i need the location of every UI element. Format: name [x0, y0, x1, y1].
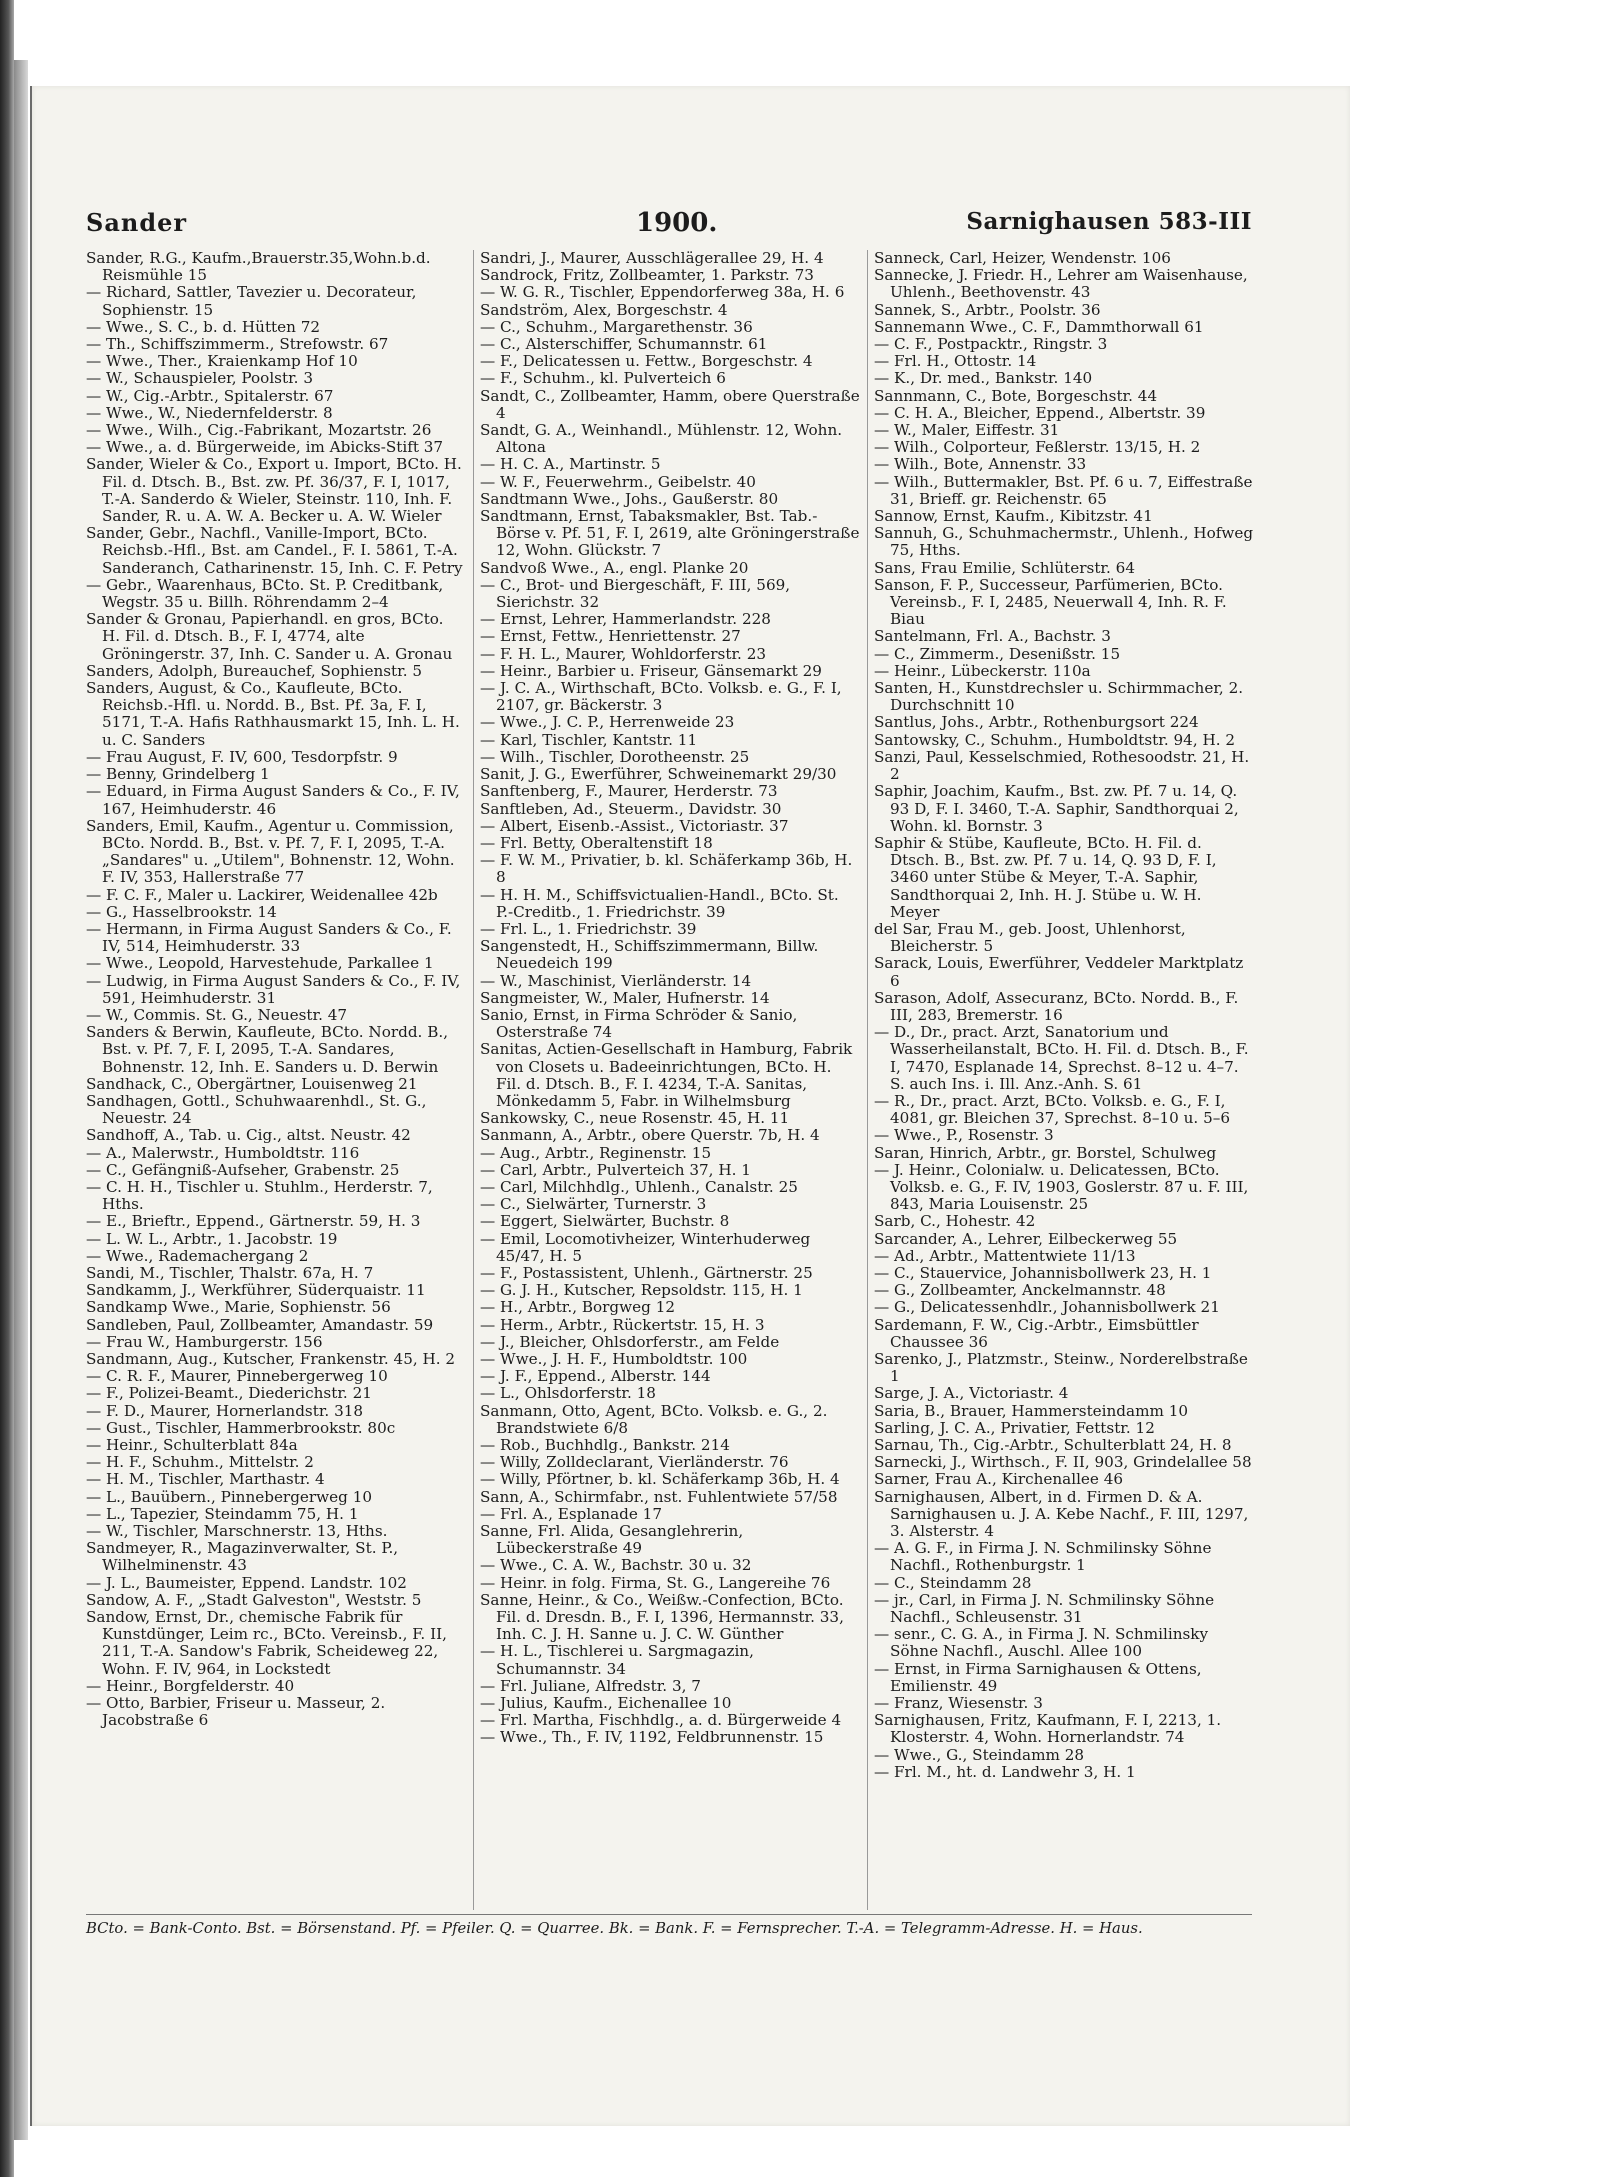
- directory-entry: Sandt, G. A., Weinhandl., Mühlenstr. 12, Wohn. Altona: [480, 421, 843, 457]
- directory-entry: Santowsky, C., Schuhm., Humboldtstr. 94, H. 2: [874, 730, 1236, 749]
- directory-entry: Sannuh, G., Schuhmachermstr., Uhlenh., Hofweg 75, Hths.: [874, 524, 1254, 560]
- directory-entry: — H. C. A., Martinstr. 5: [480, 455, 661, 474]
- directory-entry: — Gust., Tischler, Hammerbrookstr. 80c: [86, 1418, 396, 1437]
- directory-entry: — Wwe., Rademachergang 2: [86, 1246, 309, 1265]
- directory-entry: — Heinr., Lübeckerstr. 110a: [874, 661, 1091, 680]
- directory-entry: — C. R. F., Maurer, Pinnebergerweg 10: [86, 1367, 388, 1386]
- directory-entry: Sander & Gronau, Papierhandl. en gros, BCto. H. Fil. d. Dtsch. B., F. I, 4774, alte Gröningerstr. 37, Inh. C. Sander u. A. Gronau: [86, 610, 453, 663]
- directory-entry: Sanne, Frl. Alida, Gesanglehrerin, Lübeckerstraße 49: [480, 1522, 744, 1558]
- directory-entry: Sandow, Ernst, Dr., chemische Fabrik für Kunstdünger, Leim rc., BCto. Vereinsb., F. II, 211, T.-A. Sandow's Fabrik, Scheideweg 22, Wohn. F. IV, 964, in Lockstedt: [86, 1608, 447, 1678]
- directory-entry: — Wwe., W., Niedernfelderstr. 8: [86, 403, 333, 422]
- directory-entry: — Rob., Buchhdlg., Bankstr. 214: [480, 1436, 730, 1455]
- directory-entry: — Wwe., S. C., b. d. Hütten 72: [86, 317, 321, 336]
- directory-entry: — J. C. A., Wirthschaft, BCto. Volksb. e. G., F. I, 2107, gr. Bäckerstr. 3: [480, 679, 842, 715]
- directory-entry: — F., Polizei-Beamt., Diederichstr. 21: [86, 1384, 372, 1403]
- directory-entry: — Wwe., G., Steindamm 28: [874, 1745, 1085, 1764]
- directory-entry: Sandvoß Wwe., A., engl. Planke 20: [480, 558, 749, 577]
- directory-entry: Sandhack, C., Obergärtner, Louisenweg 21: [86, 1074, 418, 1093]
- directory-entry: Sardemann, F. W., Cig.-Arbtr., Eimsbüttler Chaussee 36: [874, 1315, 1199, 1351]
- column-divider: [867, 250, 868, 1910]
- directory-entry: — senr., C. G. A., in Firma J. N. Schmilinsky Söhne Nachfl., Auschl. Allee 100: [874, 1625, 1209, 1661]
- directory-entry: — Hermann, in Firma August Sanders & Co., F. IV, 514, Heimhuderstr. 33: [86, 919, 452, 956]
- directory-entry: — Wilh., Buttermakler, Bst. Pf. 6 u. 7, Eiffestraße 31, Brieff. gr. Reichenstr. 65: [874, 472, 1253, 508]
- directory-entry: — Willy, Pförtner, b. kl. Schäferkamp 36b, H. 4: [480, 1470, 840, 1489]
- directory-entry: — jr., Carl, in Firma J. N. Schmilinsky Söhne Nachfl., Schleusenstr. 31: [874, 1590, 1215, 1627]
- directory-entry: — H. H. M., Schiffsvictualien-Handl., BCto. St. P.-Creditb., 1. Friedrichstr. 39: [480, 885, 839, 921]
- directory-entry: Sarnighausen, Albert, in d. Firmen D. & A. Sarnighausen u. J. A. Kebe Nachf., F. III, 1297, 3. Alsterstr. 4: [874, 1487, 1249, 1541]
- directory-entry: Sanmann, Otto, Agent, BCto. Volksb. e. G., 2. Brandstwiete 6/8: [480, 1401, 828, 1437]
- directory-entry: — W., Maler, Eiffestr. 31: [874, 421, 1060, 440]
- directory-entry: Sandkamp Wwe., Marie, Sophienstr. 56: [86, 1298, 391, 1317]
- directory-entry: — J. L., Baumeister, Eppend. Landstr. 102: [86, 1573, 407, 1592]
- directory-entry: — Th., Schiffszimmerm., Strefowstr. 67: [86, 335, 389, 354]
- directory-entry: Sans, Frau Emilie, Schlüterstr. 64: [874, 558, 1136, 577]
- directory-entry: — Wilh., Colporteur, Feßlerstr. 13/15, H. 2: [874, 438, 1201, 457]
- directory-entry: Sander, R.G., Kaufm.,Brauerstr.35,Wohn.b.d. Reismühle 15: [86, 250, 431, 285]
- directory-entry: Sandhoff, A., Tab. u. Cig., altst. Neustr. 42: [86, 1126, 411, 1145]
- directory-entry: — Carl, Arbtr., Pulverteich 37, H. 1: [480, 1160, 751, 1179]
- directory-entry: — W. G. R., Tischler, Eppendorferweg 38a, H. 6: [480, 283, 845, 302]
- directory-entry: — C., Steindamm 28: [874, 1573, 1032, 1592]
- directory-entry: — Heinr. in folg. Firma, St. G., Langereihe 76: [480, 1573, 831, 1592]
- directory-entry: Sandrock, Fritz, Zollbeamter, 1. Parkstr. 73: [480, 266, 814, 285]
- directory-entry: Sarack, Louis, Ewerführer, Veddeler Marktplatz 6: [874, 954, 1244, 990]
- directory-entry: — H., Arbtr., Borgweg 12: [480, 1298, 676, 1317]
- directory-entry: Sanzi, Paul, Kesselschmied, Rothesoodstr. 21, H. 2: [874, 747, 1250, 784]
- directory-entry: Sandow, A. F., „Stadt Galveston", Weststr. 5: [86, 1590, 422, 1609]
- directory-entry: Sarcander, A., Lehrer, Eilbeckerweg 55: [874, 1229, 1178, 1248]
- directory-entry: — Frl. A., Esplanade 17: [480, 1504, 662, 1523]
- directory-entry: — Eduard, in Firma August Sanders & Co., F. IV, 167, Heimhuderstr. 46: [86, 782, 460, 818]
- directory-entry: — Wwe., Th., F. IV, 1192, Feldbrunnenstr. 15: [480, 1728, 824, 1747]
- directory-entry: — Wilh., Tischler, Dorotheenstr. 25: [480, 747, 750, 766]
- directory-entry: Sanson, F. P., Successeur, Parfümerien, BCto. Vereinsb., F. I, 2485, Neuerwall 4, Inh. R. F. Biau: [874, 575, 1227, 629]
- directory-entry: Sanio, Ernst, in Firma Schröder & Sanio, Osterstraße 74: [480, 1005, 798, 1042]
- directory-entry: — C., Alsterschiffer, Schumannstr. 61: [480, 335, 768, 354]
- directory-entry: — Heinr., Barbier u. Friseur, Gänsemarkt 29: [480, 661, 822, 680]
- directory-entry: — Richard, Sattler, Tavezier u. Decorateur, Sophienstr. 15: [86, 283, 417, 319]
- directory-entry: — C., Zimmerm., Desenißstr. 15: [874, 644, 1121, 663]
- directory-entry: Santelmann, Frl. A., Bachstr. 3: [874, 627, 1111, 646]
- directory-entry: Sannecke, J. Friedr. H., Lehrer am Waisenhause, Uhlenh., Beethovenstr. 43: [874, 266, 1248, 302]
- directory-entry: Sander, Wieler & Co., Export u. Import, BCto. H. Fil. d. Dtsch. B., Bst. zw. Pf. 36/37, F. I, 1017, T.-A. Sanderdo & Wieler, Steinstr. 110, Inh. F. Sander, R. u. A. W. A. Becker u. A. W. Wieler: [86, 455, 462, 526]
- directory-entry: Sannow, Ernst, Kaufm., Kibitzstr. 41: [874, 507, 1153, 526]
- directory-column-2: [480, 250, 860, 1910]
- directory-entry: — Frl. Martha, Fischhdlg., a. d. Bürgerweide 4: [480, 1711, 842, 1730]
- directory-entry: Sangenstedt, H., Schiffszimmermann, Billw. Neuedeich 199: [480, 937, 819, 973]
- directory-entry: — Otto, Barbier, Friseur u. Masseur, 2. Jacobstraße 6: [86, 1694, 386, 1730]
- directory-entry: — C., Stauervice, Johannisbollwerk 23, H. 1: [874, 1263, 1212, 1282]
- directory-entry: Sanmann, A., Arbtr., obere Querstr. 7b, H. 4: [480, 1126, 820, 1145]
- directory-entry: — Frau W., Hamburgerstr. 156: [86, 1332, 323, 1351]
- directory-entry: — Frl. Betty, Oberaltenstift 18: [480, 833, 713, 852]
- directory-entry: Sarnecki, J., Wirthsch., F. II, 903, Grindelallee 58: [874, 1453, 1252, 1472]
- directory-entry: — A., Malerwstr., Humboldtstr. 116: [86, 1143, 360, 1162]
- directory-entry: Sanit, J. G., Ewerführer, Schweinemarkt 29/30: [480, 765, 837, 784]
- directory-entry: Sarason, Adolf, Assecuranz, BCto. Nordd. B., F. III, 283, Bremerstr. 16: [874, 988, 1239, 1024]
- directory-entry: Saphir & Stübe, Kaufleute, BCto. H. Fil. d. Dtsch. B., Bst. zw. Pf. 7 u. 14, Q. 93 D, F. I, 3460 unter Stübe & Meyer, T.-A. Saphir, Sandthorquai 2, Inh. H. J. Stübe u. W. H. Meyer: [874, 833, 1217, 921]
- directory-entry: Sanitas, Actien-Gesellschaft in Hamburg, Fabrik von Closets u. Badeeinrichtungen, BCto. H. Fil. d. Dtsch. B., F. I. 4234, T.-A. Sanitas, Mönkedamm 5, Fabr. in Wilhelmsburg: [480, 1040, 853, 1110]
- directory-entry: Sandström, Alex, Borgeschstr. 4: [480, 300, 728, 319]
- directory-entry: — Frl. Juliane, Alfredstr. 3, 7: [480, 1676, 701, 1695]
- directory-entry: Sandleben, Paul, Zollbeamter, Amandastr. 59: [86, 1315, 434, 1334]
- directory-entry: Sankowsky, C., neue Rosenstr. 45, H. 11: [480, 1109, 790, 1128]
- directory-entry: — Ernst, Fettw., Henriettenstr. 27: [480, 627, 741, 646]
- footer-rule: [86, 1914, 1252, 1915]
- directory-entry: — Heinr., Schulterblatt 84a: [86, 1436, 298, 1455]
- directory-entry: — F. D., Maurer, Hornerlandstr. 318: [86, 1401, 364, 1420]
- directory-entry: — Frl. H., Ottostr. 14: [874, 352, 1037, 371]
- directory-entry: — Emil, Locomotivheizer, Winterhuderweg 45/47, H. 5: [480, 1229, 811, 1265]
- directory-entry: — L., Tapezier, Steindamm 75, H. 1: [86, 1504, 359, 1523]
- directory-entry: Sannemann Wwe., C. F., Dammthorwall 61: [874, 317, 1204, 336]
- directory-entry: — Wwe., Wilh., Cig.-Fabrikant, Mozartstr. 26: [86, 421, 432, 440]
- directory-entry: — F., Postassistent, Uhlenh., Gärtnerstr. 25: [480, 1263, 813, 1282]
- header-right: Sarnighausen 583-III: [966, 208, 1252, 235]
- directory-entry: — Carl, Milchhdlg., Uhlenh., Canalstr. 25: [480, 1177, 798, 1196]
- directory-entry: Sarb, C., Hohestr. 42: [874, 1212, 1036, 1231]
- directory-entry: — Heinr., Borgfelderstr. 40: [86, 1676, 295, 1695]
- abbreviation-footer: BCto. = Bank-Conto. Bst. = Börsenstand. Pf. = Pfeiler. Q. = Quarree. Bk. = Bank. F. = Fernsprecher. T.-A. = Telegramm-Adresse. H. = Haus.: [86, 1920, 1143, 1937]
- directory-entry: Sandri, J., Maurer, Ausschlägerallee 29, H. 4: [480, 250, 824, 267]
- directory-entry: — J. F., Eppend., Alberstr. 144: [480, 1367, 711, 1386]
- directory-entry: Sarnau, Th., Cig.-Arbtr., Schulterblatt 24, H. 8: [874, 1436, 1232, 1455]
- directory-entry: — Julius, Kaufm., Eichenallee 10: [480, 1694, 732, 1713]
- directory-entry: — L. W. L., Arbtr., 1. Jacobstr. 19: [86, 1229, 338, 1248]
- directory-entry: Sandt, C., Zollbeamter, Hamm, obere Querstraße 4: [480, 386, 860, 422]
- directory-entry: Sangmeister, W., Maler, Hufnerstr. 14: [480, 988, 770, 1007]
- directory-entry: Sannmann, C., Bote, Borgeschstr. 44: [874, 386, 1158, 405]
- directory-entry: Santlus, Johs., Arbtr., Rothenburgsort 224: [874, 713, 1199, 732]
- directory-entry: Sanders & Berwin, Kaufleute, BCto. Nordd. B., Bst. v. Pf. 7, F. I, 2095, T.-A. Sandares, Bohnenstr. 12, Inh. E. Sanders u. D. Berwin: [86, 1023, 449, 1076]
- directory-entry: — K., Dr. med., Bankstr. 140: [874, 369, 1093, 388]
- column-divider: [473, 250, 474, 1910]
- directory-entry: Saphir, Joachim, Kaufm., Bst. zw. Pf. 7 u. 14, Q. 93 D, F. I. 3460, T.-A. Saphir, Sandthorquai 2, Wohn. kl. Bornstr. 3: [874, 782, 1239, 835]
- directory-entry: Sann, A., Schirmfabr., nst. Fuhlentwiete 57/58: [480, 1487, 838, 1506]
- directory-entry: — Ernst, Lehrer, Hammerlandstr. 228: [480, 610, 771, 629]
- directory-entry: — Wwe., J. C. P., Herrenweide 23: [480, 713, 735, 732]
- directory-entry: — Karl, Tischler, Kantstr. 11: [480, 730, 698, 749]
- directory-entry: — Frl. M., ht. d. Landwehr 3, H. 1: [874, 1762, 1136, 1781]
- directory-entry: — Ad., Arbtr., Mattentwiete 11/13: [874, 1246, 1136, 1265]
- directory-entry: Sandtmann Wwe., Johs., Gaußerstr. 80: [480, 489, 779, 508]
- page-header: [86, 208, 1252, 244]
- directory-entry: Saria, B., Brauer, Hammersteindamm 10: [874, 1401, 1189, 1420]
- directory-entry: Santen, H., Kunstdrechsler u. Schirmmacher, 2. Durchschnitt 10: [874, 679, 1244, 715]
- directory-entry: — Ernst, in Firma Sarnighausen & Ottens, Emilienstr. 49: [874, 1659, 1202, 1695]
- directory-entry: — Wilh., Bote, Annenstr. 33: [874, 455, 1087, 474]
- directory-entry: — W., Tischler, Marschnerstr. 13, Hths.: [86, 1522, 388, 1541]
- directory-column-1: [86, 250, 466, 1910]
- directory-entry: — Frl. L., 1. Friedrichstr. 39: [480, 919, 697, 938]
- directory-entry: Sanftleben, Ad., Steuerm., Davidstr. 30: [480, 799, 782, 818]
- directory-entry: — F. H. L., Maurer, Wohldorferstr. 23: [480, 644, 767, 663]
- directory-entry: Sarner, Frau A., Kirchenallee 46: [874, 1470, 1124, 1489]
- directory-entry: Saran, Hinrich, Arbtr., gr. Borstel, Schulweg: [874, 1143, 1217, 1162]
- directory-entry: Sandtmann, Ernst, Tabaksmakler, Bst. Tab.-Börse v. Pf. 51, F. I, 2619, alte Gröningerstraße 12, Wohn. Glückstr. 7: [480, 507, 860, 560]
- directory-entry: — C. H. A., Bleicher, Eppend., Albertstr. 39: [874, 403, 1206, 422]
- directory-entry: Sanneck, Carl, Heizer, Wendenstr. 106: [874, 250, 1171, 267]
- directory-entry: Sanders, Adolph, Bureauchef, Sophienstr. 5: [86, 661, 423, 680]
- directory-entry: — Franz, Wiesenstr. 3: [874, 1694, 1043, 1713]
- directory-entry: — F. W. M., Privatier, b. kl. Schäferkamp 36b, H. 8: [480, 851, 853, 887]
- directory-entry: Sarge, J. A., Victoriastr. 4: [874, 1384, 1069, 1403]
- directory-entry: — Wwe., a. d. Bürgerweide, im Abicks-Stift 37: [86, 438, 444, 457]
- directory-entry: — W., Commis. St. G., Neuestr. 47: [86, 1005, 348, 1024]
- directory-entry: — W., Cig.-Arbtr., Spitalerstr. 67: [86, 386, 334, 405]
- directory-entry: — J., Bleicher, Ohlsdorferstr., am Felde: [480, 1332, 780, 1351]
- directory-entry: — C., Brot- und Biergeschäft, F. III, 569, Sierichstr. 32: [480, 575, 791, 612]
- directory-entry: — C. H. H., Tischler u. Stuhlm., Herderstr. 7, Hths.: [86, 1177, 433, 1214]
- directory-entry: — J. Heinr., Colonialw. u. Delicatessen, BCto. Volksb. e. G., F. IV, 1903, Goslerstr. 87 u. F. III, 843, Maria Louisenstr. 25: [874, 1160, 1249, 1214]
- directory-entry: — W., Maschinist, Vierländerstr. 14: [480, 971, 752, 990]
- directory-entry: — Wwe., Ther., Kraienkamp Hof 10: [86, 352, 358, 371]
- directory-entry: — Willy, Zolldeclarant, Vierländerstr. 76: [480, 1453, 789, 1472]
- directory-entry: Sandmeyer, R., Magazinverwalter, St. P., Wilhelminenstr. 43: [86, 1539, 399, 1575]
- directory-entry: — Benny, Grindelberg 1: [86, 765, 270, 784]
- directory-entry: — C., Sielwärter, Turnerstr. 3: [480, 1195, 707, 1214]
- directory-entry: Sarling, J. C. A., Privatier, Fettstr. 12: [874, 1418, 1155, 1437]
- directory-entry: — Ludwig, in Firma August Sanders & Co., F. IV, 591, Heimhuderstr. 31: [86, 971, 461, 1007]
- scan-edge: [0, 0, 14, 2177]
- directory-entry: — W. F., Feuerwehrm., Geibelstr. 40: [480, 472, 756, 491]
- directory-column-3: [874, 250, 1254, 1910]
- directory-entry: — Gebr., Waarenhaus, BCto. St. P. Creditbank, Wegstr. 35 u. Billh. Röhrendamm 2–4: [86, 575, 444, 612]
- directory-entry: Sarnighausen, Fritz, Kaufmann, F. I, 2213, 1. Klosterstr. 4, Wohn. Hornerlandstr. 74: [874, 1711, 1222, 1747]
- directory-entry: — G. J. H., Kutscher, Repsoldstr. 115, H. 1: [480, 1281, 803, 1300]
- directory-entry: Sandhagen, Gottl., Schuhwaarenhdl., St. G., Neuestr. 24: [86, 1091, 427, 1128]
- directory-entry: Sanders, August, & Co., Kaufleute, BCto. Reichsb.-Hfl. u. Nordd. B., Bst. Pf. 3a, F. I, 5171, T.-A. Hafis Rathhausmarkt 15, Inh. L. H. u. C. Sanders: [86, 679, 460, 749]
- directory-entry: Sanders, Emil, Kaufm., Agentur u. Commission, BCto. Nordd. B., Bst. v. Pf. 7, F. I, 2095, T.-A. „Sandares" u. „Utilem", Bohnenstr. 12, Wohn. F. IV, 353, Hallerstraße 77: [86, 816, 455, 887]
- directory-entry: del Sar, Frau M., geb. Joost, Uhlenhorst, Bleicherstr. 5: [874, 919, 1186, 956]
- directory-entry: — Herm., Arbtr., Rückertstr. 15, H. 3: [480, 1315, 765, 1334]
- directory-entry: — D., Dr., pract. Arzt, Sanatorium und Wasserheilanstalt, BCto. H. Fil. d. Dtsch. B., F. I, 7470, Esplanade 14, Sprechst. 8–12 u. 4–7. S. auch Ins. i. Ill. Anz.-Anh. S. 61: [874, 1023, 1249, 1093]
- directory-entry: — E., Brieftr., Eppend., Gärtnerstr. 59, H. 3: [86, 1212, 421, 1231]
- book-binding: [14, 60, 28, 2140]
- header-center: 1900.: [636, 208, 718, 238]
- directory-entry: — Wwe., J. H. F., Humboldtstr. 100: [480, 1350, 748, 1368]
- directory-entry: — F., Delicatessen u. Fettw., Borgeschstr. 4: [480, 352, 813, 371]
- directory-entry: Sanftenberg, F., Maurer, Herderstr. 73: [480, 782, 778, 801]
- directory-entry: — W., Schauspieler, Poolstr. 3: [86, 369, 313, 388]
- directory-entry: Sarenko, J., Platzmstr., Steinw., Norderelbstraße 1: [874, 1350, 1248, 1386]
- directory-entry: — Frau August, F. IV, 600, Tesdorpfstr. 9: [86, 747, 398, 766]
- directory-entry: — Wwe., Leopold, Harvestehude, Parkallee 1: [86, 954, 434, 973]
- directory-entry: — Wwe., C. A. W., Bachstr. 30 u. 32: [480, 1556, 752, 1575]
- directory-entry: Sandi, M., Tischler, Thalstr. 67a, H. 7: [86, 1263, 374, 1282]
- directory-entry: — L., Ohlsdorferstr. 18: [480, 1384, 656, 1403]
- directory-entry: — Wwe., P., Rosenstr. 3: [874, 1126, 1054, 1145]
- directory-entry: Sanne, Heinr., & Co., Weißw.-Confection, BCto. Fil. d. Dresdn. B., F. I, 1396, Hermannstr. 33, Inh. C. J. H. Sanne u. J. C. W. Günther: [480, 1590, 844, 1644]
- directory-entry: Sandkamm, J., Werkführer, Süderquaistr. 11: [86, 1281, 426, 1300]
- directory-entry: — Aug., Arbtr., Reginenstr. 15: [480, 1143, 712, 1162]
- directory-entry: — H. L., Tischlerei u. Sargmagazin, Schumannstr. 34: [480, 1642, 754, 1678]
- directory-entry: — R., Dr., pract. Arzt, BCto. Volksb. e. G., F. I, 4081, gr. Bleichen 37, Sprechst. 8–10 u. 5–6: [874, 1091, 1230, 1128]
- directory-entry: — Eggert, Sielwärter, Buchstr. 8: [480, 1212, 730, 1231]
- directory-entry: — G., Zollbeamter, Anckelmannstr. 48: [874, 1281, 1166, 1300]
- directory-entry: — A. G. F., in Firma J. N. Schmilinsky Söhne Nachfl., Rothenburgstr. 1: [874, 1539, 1212, 1575]
- header-left: Sander: [86, 208, 188, 237]
- directory-entry: — Albert, Eisenb.-Assist., Victoriastr. 37: [480, 816, 789, 835]
- directory-entry: — C. F., Postpacktr., Ringstr. 3: [874, 335, 1108, 354]
- directory-entry: — C., Schuhm., Margarethenstr. 36: [480, 317, 753, 336]
- directory-entry: Sandmann, Aug., Kutscher, Frankenstr. 45, H. 2: [86, 1350, 456, 1368]
- directory-entry: — F., Schuhm., kl. Pulverteich 6: [480, 369, 726, 388]
- directory-entry: — H. M., Tischler, Marthastr. 4: [86, 1470, 325, 1489]
- directory-entry: — G., Hasselbrookstr. 14: [86, 902, 277, 921]
- directory-entry: — F. C. F., Maler u. Lackirer, Weidenallee 42b: [86, 885, 438, 904]
- directory-entry: — G., Delicatessenhdlr., Johannisbollwerk 21: [874, 1298, 1220, 1317]
- directory-entry: — H. F., Schuhm., Mittelstr. 2: [86, 1453, 314, 1472]
- directory-entry: — L., Bauübern., Pinnebergerweg 10: [86, 1487, 373, 1506]
- directory-entry: — C., Gefängniß-Aufseher, Grabenstr. 25: [86, 1160, 400, 1179]
- directory-entry: Sander, Gebr., Nachfl., Vanille-Import, BCto. Reichsb.-Hfl., Bst. am Candel., F. I. 5861, T.-A. Sanderanch, Catharinenstr. 15, Inh. C. F. Petry: [86, 524, 463, 577]
- directory-entry: Sannek, S., Arbtr., Poolstr. 36: [874, 300, 1101, 319]
